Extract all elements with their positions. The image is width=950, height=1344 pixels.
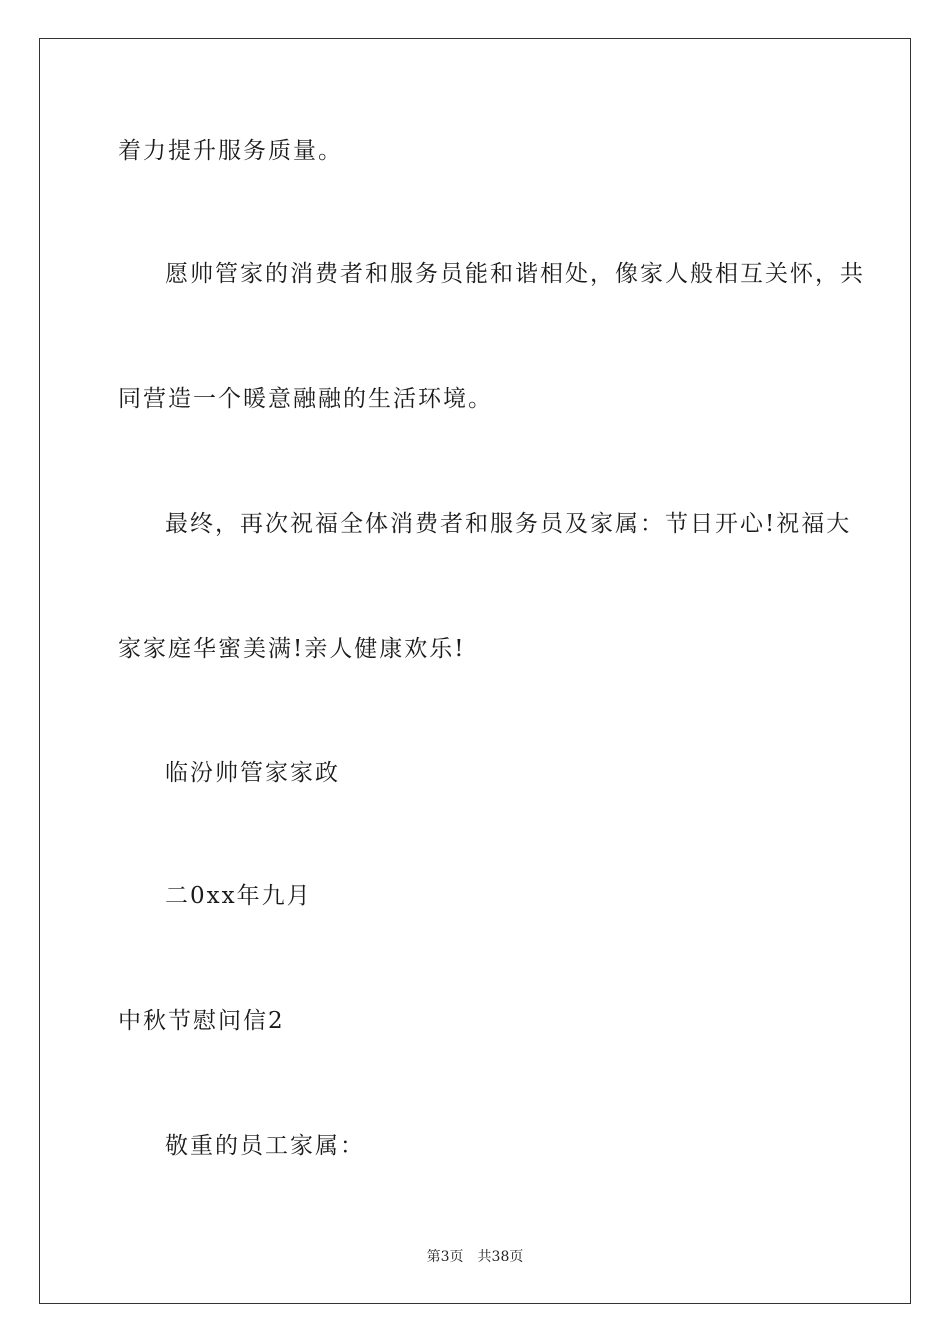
page-border (39, 38, 911, 1304)
section-heading: 中秋节慰问信2 (118, 1008, 285, 1034)
signature-company: 临汾帅管家家政 (165, 760, 340, 786)
paragraph-line-3: 同营造一个暖意融融的生活环境。 (118, 386, 493, 412)
page-number: 第3页 (426, 1249, 464, 1265)
paragraph-line-5: 家家庭华蜜美满!亲人健康欢乐! (118, 636, 466, 662)
paragraph-line-4: 最终，再次祝福全体消费者和服务员及家属：节日开心!祝福大 (165, 511, 852, 537)
page-total: 共38页 (477, 1249, 524, 1265)
salutation: 敬重的员工家属： (165, 1133, 365, 1159)
page-footer (0, 1248, 950, 1266)
signature-date: 二0xx年九月 (165, 883, 312, 909)
paragraph-line-2: 愿帅管家的消费者和服务员能和谐相处，像家人般相互关怀，共 (165, 261, 865, 287)
paragraph-line-1: 着力提升服务质量。 (118, 138, 343, 164)
